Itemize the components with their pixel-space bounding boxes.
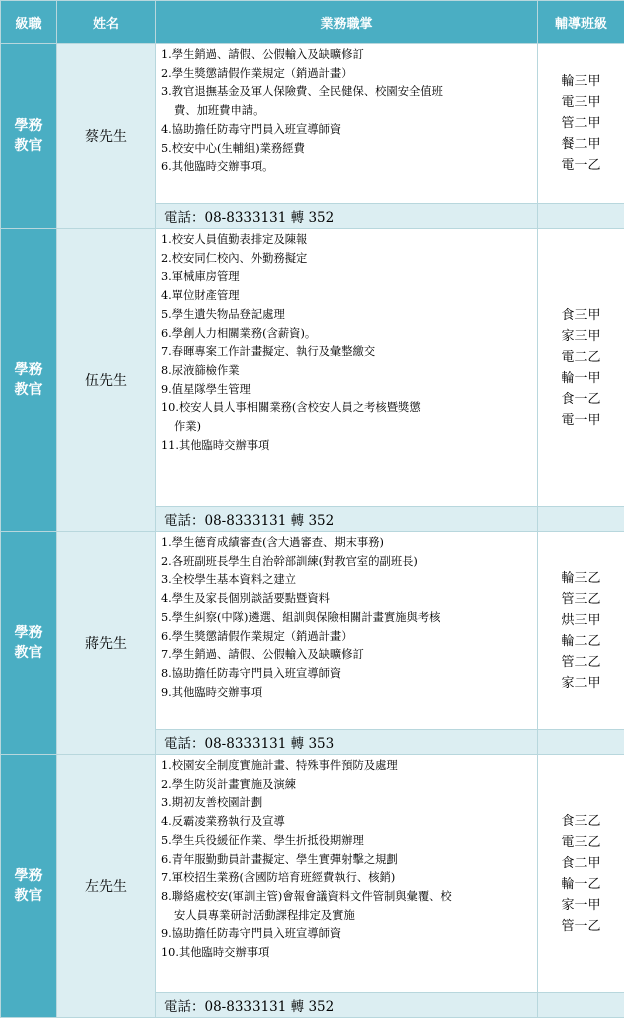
phone-text: 電話：08-8333131 轉 352	[156, 993, 538, 1018]
rank-cell	[1, 532, 57, 755]
header-duties: 業務職掌	[156, 1, 538, 44]
duty-item: 7.學生銷過、請假、公假輸入及缺曠修訂	[161, 646, 531, 665]
classes-cell	[538, 755, 624, 993]
duty-item: 8.尿液篩檢作業	[161, 362, 531, 381]
class-label: 管一乙	[538, 916, 624, 937]
classes-cell	[538, 44, 624, 204]
duty-item: 6.學生獎懲請假作業規定（銷過計畫）	[161, 628, 531, 647]
header-row	[1, 1, 624, 44]
class-label: 電三乙	[538, 832, 624, 853]
officer-name: 伍先生	[57, 229, 156, 532]
class-label: 餐二甲	[538, 134, 624, 155]
duties-cell	[156, 229, 538, 507]
duty-item: 9.其他臨時交辦事項	[161, 684, 531, 703]
rank-line: 教官	[1, 886, 56, 906]
class-label: 輪三乙	[538, 568, 624, 589]
duty-item: 1.校安人員值勤表排定及陳報	[161, 231, 531, 250]
class-label: 管二甲	[538, 113, 624, 134]
duty-item: 7.春暉專案工作計畫擬定、執行及彙整繳交	[161, 343, 531, 362]
officer-row	[1, 532, 624, 730]
duty-item: 6.其他臨時交辦事項。	[161, 158, 531, 177]
duty-item: 安人員專業研討活動課程排定及實施	[161, 907, 531, 926]
rank-line: 學務	[1, 360, 56, 380]
class-label: 輪三甲	[538, 71, 624, 92]
duty-item: 5.學生遺失物品登記處理	[161, 306, 531, 325]
class-label: 烘三甲	[538, 610, 624, 631]
duty-item: 2.學生獎懲請假作業規定（銷過計畫）	[161, 65, 531, 84]
duties-cell	[156, 44, 538, 204]
rank-line: 教官	[1, 380, 56, 400]
duty-item: 8.協助擔任防毒守門員入班宣導師資	[161, 665, 531, 684]
duty-item: 7.軍校招生業務(含國防培育班經費執行、核銷)	[161, 869, 531, 888]
rank-line: 學務	[1, 116, 56, 136]
duty-item: 6.學創人力相關業務(含薪資)。	[161, 325, 531, 344]
officer-name: 蔣先生	[57, 532, 156, 755]
header-rank: 級職	[1, 1, 57, 44]
class-label: 輪二乙	[538, 631, 624, 652]
duties-cell	[156, 532, 538, 730]
rank-line: 教官	[1, 643, 56, 663]
duty-item: 3.教官退撫基金及軍人保險費、全民健保、校園安全值班	[161, 83, 531, 102]
duty-item: 10.其他臨時交辦事項	[161, 944, 531, 963]
duty-item: 4.反霸凌業務執行及宣導	[161, 813, 531, 832]
duty-item: 5.學生兵役緩征作業、學生折抵役期辦理	[161, 832, 531, 851]
duty-item: 9.協助擔任防毒守門員入班宣導師資	[161, 925, 531, 944]
duty-item: 作業)	[161, 418, 531, 437]
classes-cell	[538, 532, 624, 730]
phone-side-cell	[538, 204, 624, 229]
class-label: 食一乙	[538, 389, 624, 410]
officer-row	[1, 44, 624, 204]
class-label: 食三甲	[538, 305, 624, 326]
officer-row	[1, 755, 624, 993]
class-label: 管三乙	[538, 589, 624, 610]
duty-item: 2.校安同仁校內、外勤務擬定	[161, 250, 531, 269]
duty-item: 2.各班副班長學生自治幹部訓練(對教官室的副班長)	[161, 553, 531, 572]
phone-side-cell	[538, 993, 624, 1018]
duty-item: 3.軍械庫房管理	[161, 268, 531, 287]
class-label: 電一乙	[538, 155, 624, 176]
duty-item: 8.聯絡處校安(軍訓主管)會報會議資料文件管制與彙覆、校	[161, 888, 531, 907]
duty-item: 6.青年服勤動員計畫擬定、學生實彈射擊之規劃	[161, 851, 531, 870]
class-label: 食三乙	[538, 811, 624, 832]
duty-item: 4.協助擔任防毒守門員入班宣導師資	[161, 121, 531, 140]
officer-name: 蔡先生	[57, 44, 156, 229]
phone-side-cell	[538, 730, 624, 755]
duty-item: 5.學生糾察(中隊)遴選、組訓與保險相關計畫實施與考核	[161, 609, 531, 628]
duty-item: 3.全校學生基本資料之建立	[161, 571, 531, 590]
officer-row	[1, 229, 624, 507]
duty-item: 10.校安人員人事相關業務(含校安人員之考核暨獎懲	[161, 399, 531, 418]
rank-line: 教官	[1, 136, 56, 156]
rank-line: 學務	[1, 623, 56, 643]
phone-text: 電話：08-8333131 轉 352	[156, 204, 538, 229]
duty-item: 1.學生銷過、請假、公假輸入及缺曠修訂	[161, 46, 531, 65]
duty-item: 1.校園安全制度實施計畫、特殊事件預防及處理	[161, 757, 531, 776]
duty-item: 2.學生防災計畫實施及演練	[161, 776, 531, 795]
classes-cell	[538, 229, 624, 507]
duty-item: 11.其他臨時交辦事項	[161, 437, 531, 456]
duty-item: 9.值星隊學生管理	[161, 381, 531, 400]
phone-text: 電話：08-8333131 轉 352	[156, 507, 538, 532]
duties-cell	[156, 755, 538, 993]
header-classes: 輔導班級	[538, 1, 624, 44]
duty-item: 費、加班費申請。	[161, 102, 531, 121]
class-label: 輪一甲	[538, 368, 624, 389]
officer-name: 左先生	[57, 755, 156, 1018]
class-label: 輪一乙	[538, 874, 624, 895]
header-name: 姓名	[57, 1, 156, 44]
duty-item: 4.單位財產管理	[161, 287, 531, 306]
rank-line: 學務	[1, 866, 56, 886]
class-label: 電二乙	[538, 347, 624, 368]
rank-cell	[1, 44, 57, 229]
class-label: 管二乙	[538, 652, 624, 673]
class-label: 電一甲	[538, 410, 624, 431]
class-label: 電三甲	[538, 92, 624, 113]
rank-cell	[1, 755, 57, 1018]
class-label: 家三甲	[538, 326, 624, 347]
class-label: 食二甲	[538, 853, 624, 874]
duty-item: 1.學生德育成績審查(含大過審查、期末事務)	[161, 534, 531, 553]
duty-item: 4.學生及家長個別談話要點暨資料	[161, 590, 531, 609]
rank-cell	[1, 229, 57, 532]
phone-text: 電話：08-8333131 轉 353	[156, 730, 538, 755]
class-label: 家二甲	[538, 673, 624, 694]
phone-side-cell	[538, 507, 624, 532]
class-label: 家一甲	[538, 895, 624, 916]
table-body	[1, 44, 624, 1018]
duty-item: 3.期初友善校園計劃	[161, 794, 531, 813]
duty-item: 5.校安中心(生輔組)業務經費	[161, 140, 531, 159]
